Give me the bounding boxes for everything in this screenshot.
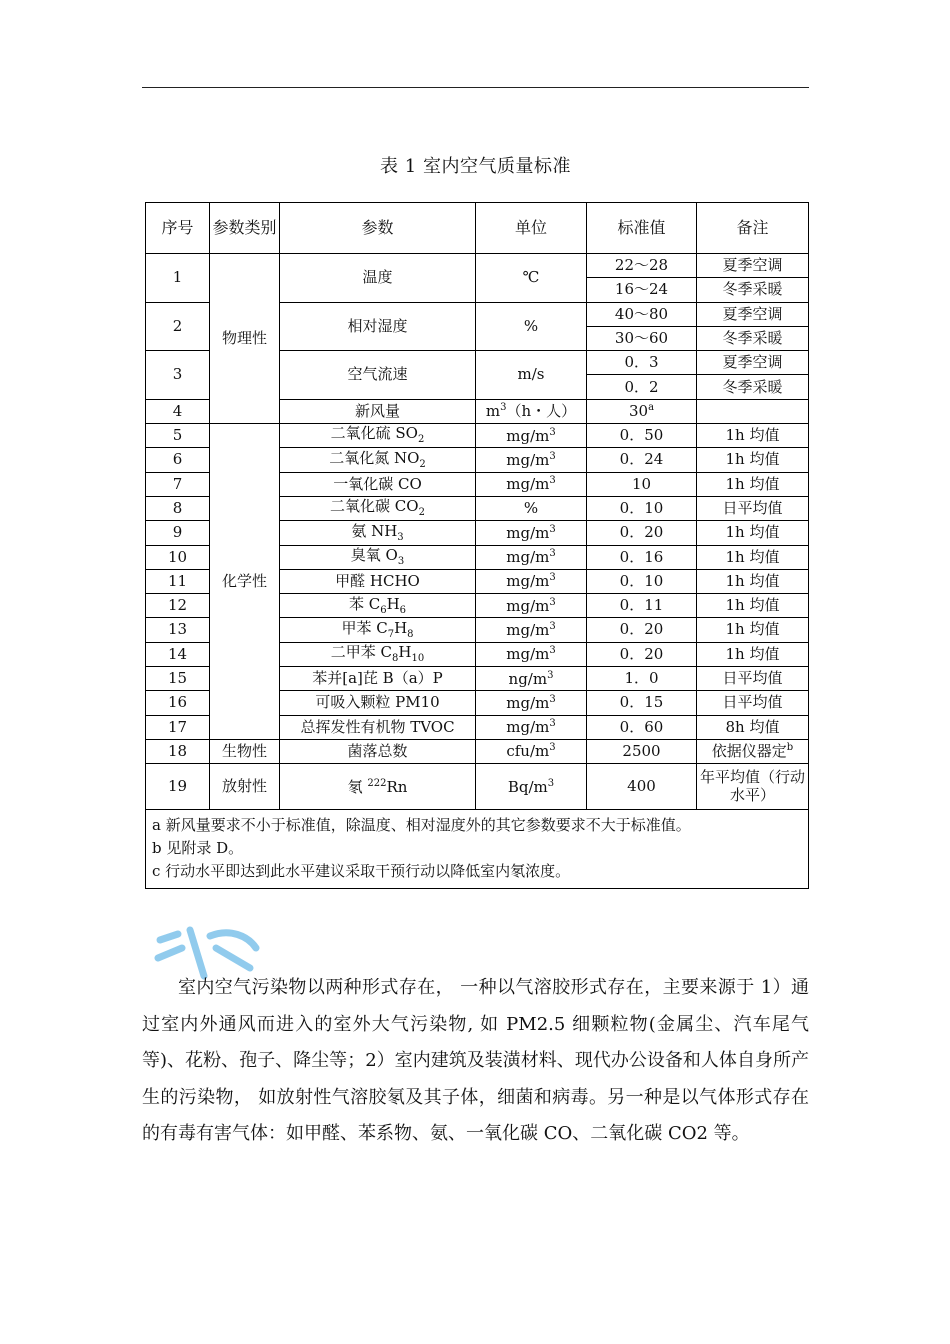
remark-cell: 日平均值 (697, 667, 809, 691)
notes-row (146, 810, 809, 889)
remark-cell: 年平均值（行动水平） (697, 764, 809, 810)
value-cell: 0．20 (587, 642, 697, 666)
category-chemical: 化学性 (210, 424, 280, 740)
unit-cell: % (476, 302, 587, 351)
unit-cell: $mg/m^3$ (476, 642, 587, 666)
table-row (146, 424, 809, 448)
value-cell: 0．2 (587, 375, 697, 399)
unit-cell: $Bq/m^3$ (476, 764, 587, 810)
remark-cell: 日平均值 (697, 496, 809, 520)
remark-cell: 夏季空调 (697, 351, 809, 375)
note-c: c 行动水平即达到此水平建议采取干预行动以降低室内氡浓度。 (152, 862, 571, 881)
row-no: 8 (146, 496, 210, 520)
unit-cell: $mg/m^3$ (476, 521, 587, 545)
table-row (146, 254, 809, 278)
header-rule (142, 87, 809, 88)
row-no: 4 (146, 399, 210, 423)
param-cell: 空气流速 (280, 351, 476, 400)
remark-cell: 1h 均值 (697, 521, 809, 545)
table-header-row (146, 203, 809, 254)
remark-cell: 日平均值 (697, 691, 809, 715)
row-no: 18 (146, 739, 210, 763)
unit-cell: $m^3(h$・人） (476, 399, 587, 423)
param-cell: 总挥发性有机物 TVOC (280, 715, 476, 739)
value-cell: 30～60 (587, 326, 697, 350)
remark-cell: 夏季空调 (697, 302, 809, 326)
row-no: 17 (146, 715, 210, 739)
row-no: 16 (146, 691, 210, 715)
remark-cell: 1h 均值 (697, 569, 809, 593)
value-cell: 0．10 (587, 569, 697, 593)
table-row (146, 764, 809, 810)
row-no: 11 (146, 569, 210, 593)
table-row (146, 739, 809, 763)
row-no: 12 (146, 594, 210, 618)
unit-cell: $mg/m^3$ (476, 594, 587, 618)
remark-cell: 1h 均值 (697, 545, 809, 569)
value-cell: 0．15 (587, 691, 697, 715)
row-no: 14 (146, 642, 210, 666)
header-category: 参数类别 (210, 203, 280, 254)
row-no: 5 (146, 424, 210, 448)
category-physical: 物理性 (210, 254, 280, 424)
param-cell: 氨 $NH_3$ (280, 521, 476, 545)
unit-cell: $mg/m^3$ (476, 545, 587, 569)
header-no: 序号 (146, 203, 210, 254)
unit-cell: $mg/m^3$ (476, 715, 587, 739)
param-cell: 二氧化碳 $CO_2$ (280, 496, 476, 520)
value-cell: 0．10 (587, 496, 697, 520)
param-cell: 甲醛 HCHO (280, 569, 476, 593)
body-paragraph (142, 970, 809, 1153)
value-cell: 0．50 (587, 424, 697, 448)
remark-cell: 8h 均值 (697, 715, 809, 739)
remark-cell: 冬季采暖 (697, 326, 809, 350)
unit-cell: $mg/m^3$ (476, 691, 587, 715)
unit-cell: $mg/m^3$ (476, 569, 587, 593)
param-cell: 臭氧 $O_3$ (280, 545, 476, 569)
note-b: b 见附录 D。 (152, 839, 244, 858)
row-no: 13 (146, 618, 210, 642)
unit-cell: $mg/m^3$ (476, 472, 587, 496)
remark-cell: 1h 均值 (697, 424, 809, 448)
value-cell: 0．60 (587, 715, 697, 739)
unit-cell: cfu/$m^3$ (476, 739, 587, 763)
row-no: 7 (146, 472, 210, 496)
header-parameter: 参数 (280, 203, 476, 254)
unit-cell: $ng/m^3$ (476, 667, 587, 691)
param-cell: 菌落总数 (280, 739, 476, 763)
param-cell: 可吸入颗粒 PM10 (280, 691, 476, 715)
remark-cell: 1h 均值 (697, 594, 809, 618)
remark-cell: 依据仪器定$^b$ (697, 739, 809, 763)
value-cell: 0．3 (587, 351, 697, 375)
remark-cell: 夏季空调 (697, 254, 809, 278)
value-cell: 22～28 (587, 254, 697, 278)
param-cell: 苯并[a]芘 B（a）P (280, 667, 476, 691)
remark-cell: 1h 均值 (697, 448, 809, 472)
remark-cell: 1h 均值 (697, 472, 809, 496)
unit-cell: m/s (476, 351, 587, 400)
remark-cell: 冬季采暖 (697, 278, 809, 302)
unit-cell: $mg/m^3$ (476, 424, 587, 448)
value-cell: 0．20 (587, 618, 697, 642)
row-no: 6 (146, 448, 210, 472)
unit-cell: $mg/m^3$ (476, 618, 587, 642)
unit-cell: $mg/m^3$ (476, 448, 587, 472)
unit-cell: ℃ (476, 254, 587, 303)
header-remark: 备注 (697, 203, 809, 254)
remark-cell (697, 399, 809, 423)
param-cell: 苯 $C_6H_6$ (280, 594, 476, 618)
param-cell: 二氧化硫 $SO_2$ (280, 424, 476, 448)
row-no: 19 (146, 764, 210, 810)
remark-cell: 冬季采暖 (697, 375, 809, 399)
value-cell: 0．11 (587, 594, 697, 618)
row-no: 10 (146, 545, 210, 569)
row-no: 1 (146, 254, 210, 303)
row-no: 15 (146, 667, 210, 691)
category-radioactive: 放射性 (210, 764, 280, 810)
unit-cell: % (476, 496, 587, 520)
param-cell: 新风量 (280, 399, 476, 423)
air-quality-table (145, 202, 809, 889)
value-cell: 0．20 (587, 521, 697, 545)
category-biological: 生物性 (210, 739, 280, 763)
paragraph-text: 室内空气污染物以两种形式存在， 一种以气溶胶形式存在，主要来源于 1）通过室内外通风而进入的室外大气污染物, 如 PM2.5 细颗粒物(金属尘、汽车尾气等)、花粉、孢子、降尘等；2）室内建筑及装潢材料、现代办公设备和人体自身所产生的污染物， 如放射性气溶胶氡及其子体，细菌和病毒。另一种是以气体形式存在的有毒有害气体：如甲醛、苯系物、氨、一氧化碳 CO、二氧化碳 CO2 等。 (142, 977, 809, 1144)
value-cell: 30$^a$ (587, 399, 697, 423)
param-cell: 氡 $^{222}$Rn (280, 764, 476, 810)
remark-cell: 1h 均值 (697, 642, 809, 666)
value-cell: 0．16 (587, 545, 697, 569)
header-unit: 单位 (476, 203, 587, 254)
param-cell: 二甲苯 $C_8H_{10}$ (280, 642, 476, 666)
header-standard: 标准值 (587, 203, 697, 254)
remark-cell: 1h 均值 (697, 618, 809, 642)
table-caption: 表 1 室内空气质量标准 (380, 156, 571, 177)
param-cell: 二氧化氮 $NO_2$ (280, 448, 476, 472)
param-cell: 相对湿度 (280, 302, 476, 351)
param-cell: 甲苯 $C_7H_8$ (280, 618, 476, 642)
row-no: 3 (146, 351, 210, 400)
value-cell: 16～24 (587, 278, 697, 302)
table-notes (146, 810, 809, 889)
note-a: a 新风量要求不小于标准值，除温度、相对湿度外的其它参数要求不大于标准值。 (152, 816, 691, 835)
param-cell: 一氧化碳 CO (280, 472, 476, 496)
value-cell: 400 (587, 764, 697, 810)
param-cell: 温度 (280, 254, 476, 303)
value-cell: 10 (587, 472, 697, 496)
value-cell: 40～80 (587, 302, 697, 326)
value-cell: 0．24 (587, 448, 697, 472)
row-no: 9 (146, 521, 210, 545)
value-cell: 2500 (587, 739, 697, 763)
row-no: 2 (146, 302, 210, 351)
value-cell: 1．0 (587, 667, 697, 691)
